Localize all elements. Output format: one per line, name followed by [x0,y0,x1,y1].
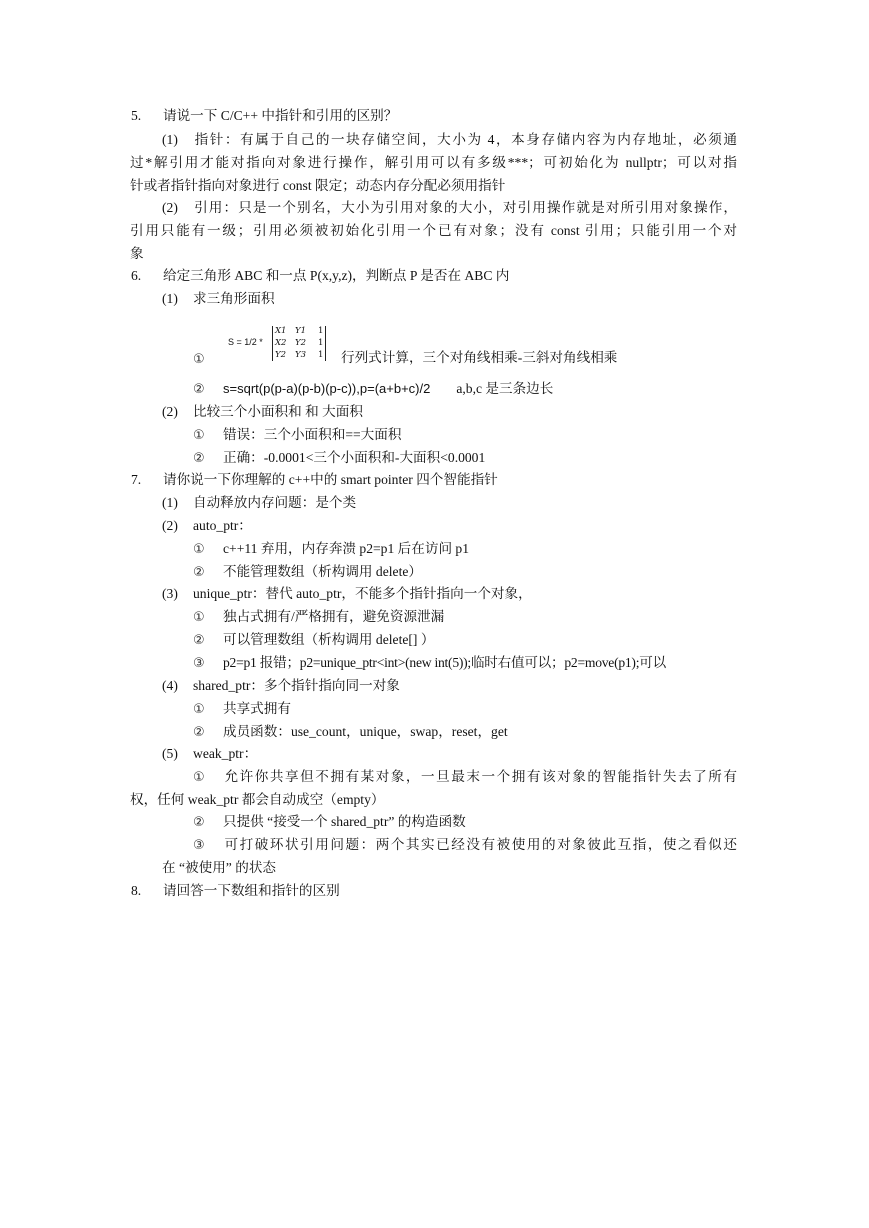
q6-sub2-number: (2) [162,404,178,419]
q6-sub2 [162,402,363,422]
q7-item4-number: (4) [162,678,178,693]
q8-number: 8. [131,883,142,898]
q6-method1 [193,349,223,370]
list-text: 可以管理数组（析构调用 delete[] ） [223,632,435,647]
determinant-right-bar [325,326,326,361]
q7-heading [131,470,498,490]
q6-sub1 [162,289,275,309]
q7-item2-number: (2) [162,518,178,533]
q7-item3-text: unique_ptr：替代 auto_ptr，不能多个指针指向一个对象， [193,586,532,601]
list-text: 独占式拥有/严格拥有，避免资源泄漏 [223,609,445,624]
q5-point2-line1 [162,198,737,218]
q6-sub1-number: (1) [162,291,178,306]
q8-title: 请回答一下数组和指针的区别 [163,883,340,898]
list-text: c++11 弃用，内存奔溃 p2=p1 后在访问 p1 [223,541,470,556]
q7-item1 [162,493,356,513]
matrix-cell: Y1 [295,326,307,336]
matrix-cell: 1 [318,326,324,336]
circled-number: ② [193,725,205,740]
circled-number: ① [193,542,205,557]
q7-item4-text: shared_ptr：多个指针指向同一对象 [193,678,400,693]
q7-item3 [162,584,532,604]
q5-point2-number: (2) [162,200,178,215]
q6-compare-wrong [193,425,401,446]
list-text: 可打破环状引用问题：两个其实已经没有被使用的对象彼此互指，使之看似还 [223,837,737,852]
matrix-cell: X1 [275,326,287,336]
circled-number: ③ [193,838,205,853]
circled-number: ② [193,451,205,466]
matrix-cell: Y3 [295,350,307,360]
q7-number: 7. [131,472,142,487]
compare-wrong-text: 错误：三个小面积和==大面积 [223,427,402,442]
q7-item2-text: auto_ptr： [193,518,252,533]
list-text: 成员函数：use_count，unique，swap，reset，get [223,724,508,739]
matrix-cell: Y2 [275,350,287,360]
q7-item3-a [193,607,444,628]
q7-item3-c [193,653,666,674]
q6-method1-text: 行列式计算，三个对角线相乘-三斜对角线相乘 [341,350,618,365]
q7-item1-number: (1) [162,495,178,510]
q6-title: 给定三角形 ABC 和一点 P(x,y,z)，判断点 P 是否在 ABC 内 [163,268,510,283]
q6-sub2-title: 比较三个小面积和 和 大面积 [193,404,363,419]
list-text: 不能管理数组（析构调用 delete） [223,564,422,579]
circled-number: ① [193,610,205,625]
circled-number: ③ [193,656,205,671]
q6-number: 6. [131,268,142,283]
heron-formula-note: a,b,c 是三条边长 [456,381,554,396]
q7-item5-number: (5) [162,746,178,761]
circled-number: ② [193,815,205,830]
formula-prefix: S = 1/2 * [228,337,263,347]
q5-point1-number: (1) [162,132,178,147]
area-determinant-formula [228,326,348,362]
q5-point1-line1 [162,130,737,150]
q5-point2-line2: 引用只能有一级；引用必须被初始化引用一个已有对象；没有 const 引用；只能引用一个对 [130,223,737,238]
circled-number: ① [193,428,205,443]
q7-item5 [162,744,257,764]
q7-item5-b [193,812,466,833]
q7-item4-a [193,699,291,720]
matrix-cell: Y2 [295,338,307,348]
circled-number: ② [193,382,205,397]
matrix-cell: 1 [318,338,324,348]
q5-heading [131,106,397,126]
q7-item4-b [193,722,508,743]
matrix-cell: 1 [318,350,324,360]
q7-item3-b [193,630,434,651]
list-text: 允许你共享但不拥有某对象，一旦最末一个拥有该对象的智能指针失去了所有 [223,769,737,784]
q5-title: 请说一下 C/C++ 中指针和引用的区别？ [163,108,398,123]
q6-compare-right [193,448,485,469]
q6-sub1-title: 求三角形面积 [193,291,275,306]
circled-number: ② [193,633,205,648]
q7-item5-a-line1 [193,767,737,788]
q7-title: 请你说一下你理解的 c++中的 smart pointer 四个智能指针 [163,472,498,487]
q7-item5-text: weak_ptr： [193,746,258,761]
q7-item5-a-line2: 权，任何 weak_ptr 都会自动成空（empty） [130,792,385,807]
matrix-cell: X2 [275,338,287,348]
q7-item2-a [193,539,469,560]
q7-item1-text: 自动释放内存问题：是个类 [193,495,357,510]
circled-number: ① [193,770,205,785]
q5-point1-text: 指针：有属于自己的一块存储空间，大小为 4，本身存储内容为内存地址，必须通 [193,132,737,147]
q7-item2-b [193,562,422,583]
q5-point1-line3: 针或者指针指向对象进行 const 限定；动态内存分配必须用指针 [130,178,506,193]
q7-item5-c-line2: 在 “被使用” 的状态 [162,860,277,875]
circled-number: ① [193,352,205,367]
list-text: 只提供 “接受一个 shared_ptr” 的构造函数 [223,814,466,829]
q8-heading [131,881,340,901]
q7-item4 [162,676,400,696]
list-text: p2=p1 报错；p2=unique_ptr<int>(new int(5));临时右值可以；p2=move(p1);可以 [223,655,666,670]
q5-point1-line2: 过*解引用才能对指向对象进行操作，解引用可以有多级***；可初始化为 nullptr；可以对指 [130,155,737,170]
q5-point2-text: 引用：只是一个别名，大小为引用对象的大小，对引用操作就是对所引用对象操作， [193,200,737,215]
q6-method2 [193,379,553,400]
determinant-left-bar [272,326,273,361]
compare-right-text: 正确：-0.0001<三个小面积和-大面积<0.0001 [223,450,486,465]
q5-number: 5. [131,108,142,123]
q6-heading [131,266,509,286]
list-text: 共享式拥有 [223,701,291,716]
q5-point2-line3: 象 [130,246,144,261]
heron-formula: s=sqrt(p(p-a)(p-b)(p-c)),p=(a+b+c)/2 [223,381,431,396]
circled-number: ① [193,702,205,717]
q7-item3-number: (3) [162,586,178,601]
circled-number: ② [193,565,205,580]
q7-item5-c-line1 [193,835,737,856]
q7-item2 [162,516,252,536]
